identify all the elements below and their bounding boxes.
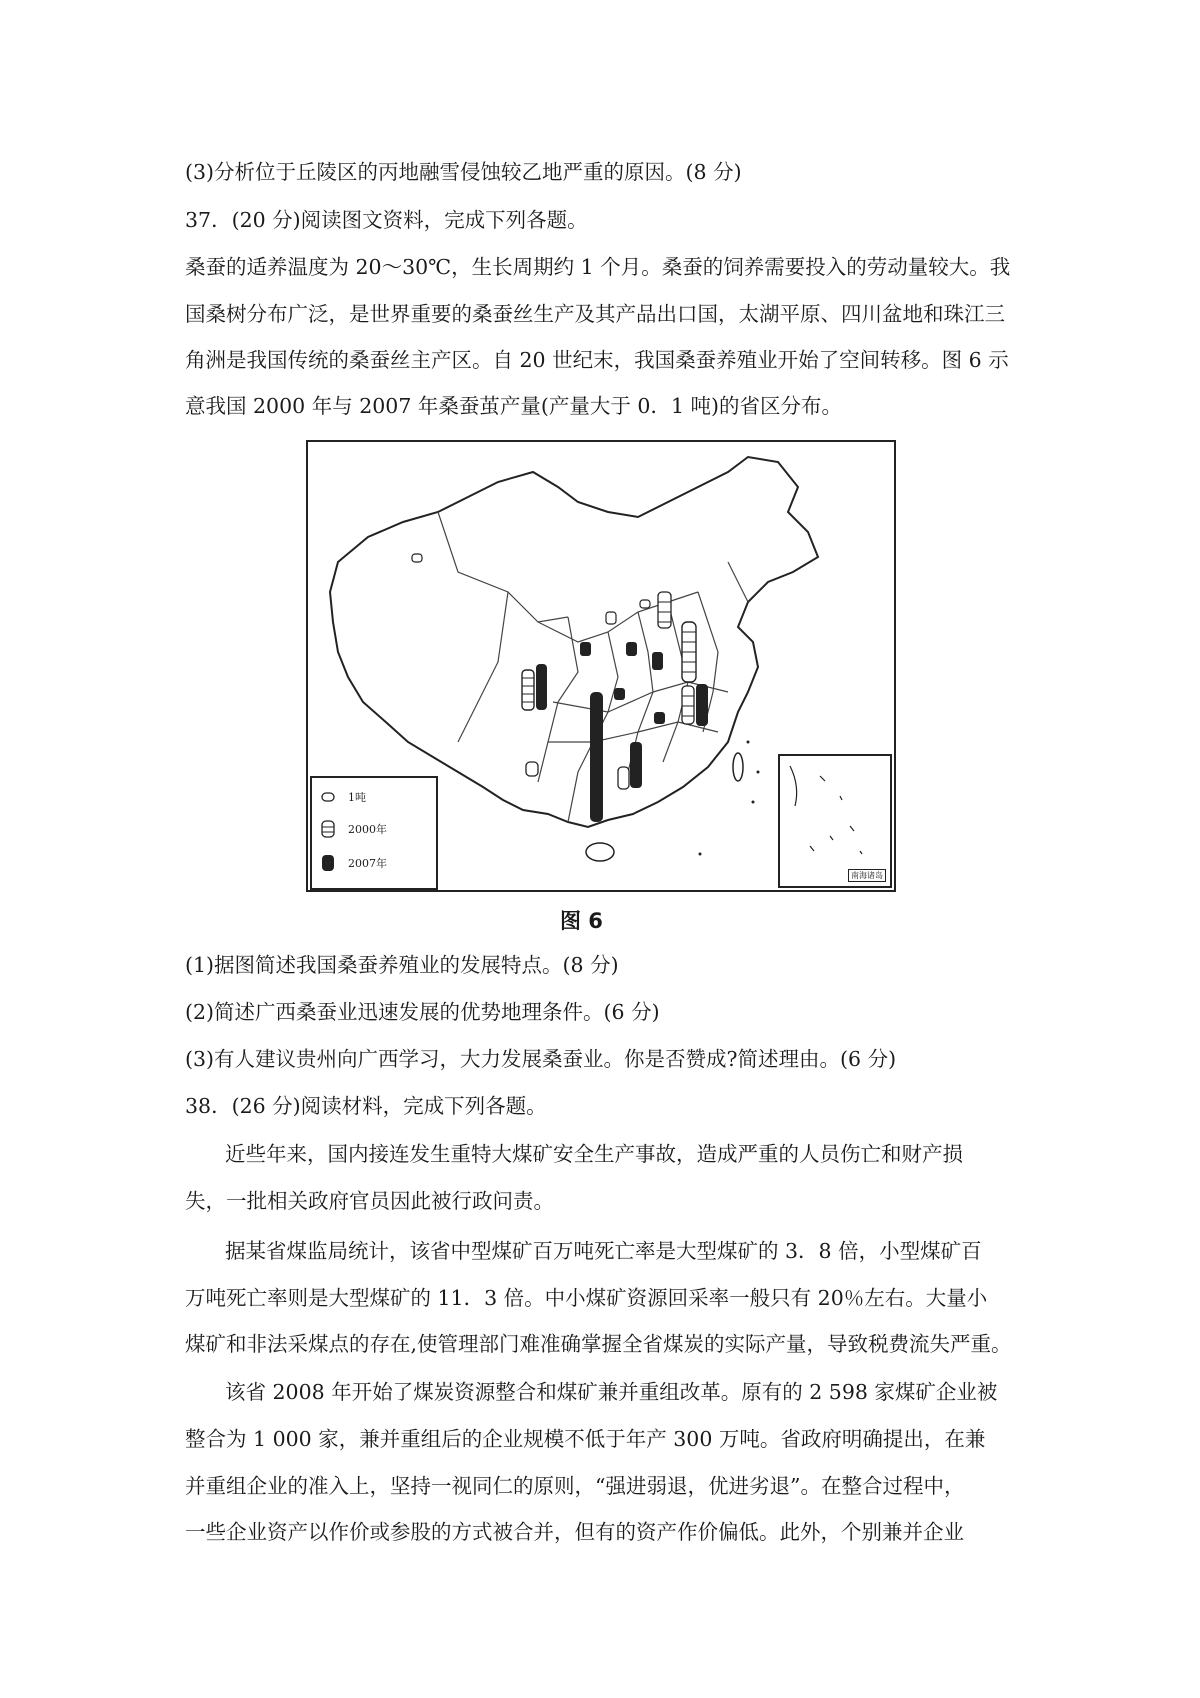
stack-sichuan-2007 [536,664,547,710]
stack-sichuan-2000 [522,670,534,710]
stack-guangdong-2007 [630,742,642,788]
paragraph-2-line: 煤矿和非法采煤点的存在,使管理部门难准确掌握全省煤炭的实际产量，导致税费流失严重。 [185,1332,1012,1356]
stack-guangxi-2007 [590,692,603,822]
stack-hubei-2007 [614,688,625,700]
stack-hebei-2000 [640,600,650,608]
stack-henan-2007 [626,642,637,656]
single-coin-icon [320,790,336,804]
stack-yunnan-2000 [526,762,538,776]
south-china-sea-inset [778,754,892,888]
legend-item-2007: 2007年 [320,852,387,874]
paragraph-3-line: 一些企业资产以作价或参股的方式被合并，但有的资产作价偏低。此外，个别兼并企业 [185,1520,964,1544]
question-37-1: (1)据图简述我国桑蚕养殖业的发展特点。(8 分) [185,953,619,977]
paragraph-3-line: 并重组企业的准入上，坚持一视同仁的原则，“强进弱退，优进劣退”。在整合过程中， [185,1474,965,1498]
paragraph-1-line: 近些年来，国内接连发生重特大煤矿安全生产事故，造成严重的人员伤亡和财产损 [225,1142,963,1166]
question-37-2: (2)简述广西桑蚕业迅速发展的优势地理条件。(6 分) [185,1000,660,1024]
figure-caption: 图 6 [560,909,603,933]
paragraph-2-line: 万吨死亡率则是大型煤矿的 11．3 倍。中小煤矿资源回采率一般只有 20％左右。大量小 [185,1286,988,1310]
text-line: 国桑树分布广泛，是世界重要的桑蚕丝生产及其产品出口国，太湖平原、四川盆地和珠江三 [185,302,1005,326]
legend-item-2000: 2000年 [320,818,387,840]
question-38-heading: 38．(26 分)阅读材料，完成下列各题。 [185,1094,547,1118]
text-line: 意我国 2000 年与 2007 年桑蚕茧产量(产量大于 0．1 吨)的省区分布。 [185,394,843,418]
paragraph-3-line: 该省 2008 年开始了煤炭资源整合和煤矿兼并重组改革。原有的 2 598 家煤矿企业被 [225,1380,998,1404]
stack-shaanxi-2007 [580,642,591,656]
china-silkworm-map [306,440,896,892]
map-legend [310,776,438,890]
paragraph-2-line: 据某省煤监局统计，该省中型煤矿百万吨死亡率是大型煤矿的 3．8 倍，小型煤矿百 [225,1239,982,1263]
coin-stack-filled-icon [320,853,336,873]
paragraph-3-line: 整合为 1 000 家，兼并重组后的企业规模不低于年产 300 万吨。省政府明确提出，在兼 [185,1427,986,1451]
question-36-3: (3)分析位于丘陵区的丙地融雪侵蚀较乙地严重的原因。(8 分) [185,160,742,184]
stack-anhui-2007 [652,652,663,670]
stack-zhejiang-2000 [682,686,694,724]
question-37-heading: 37．(20 分)阅读图文资料，完成下列各题。 [185,208,588,232]
stack-jiangxi-2007 [654,712,665,724]
stack-shanxi-2000 [606,612,616,624]
paragraph-1-line: 失，一批相关政府官员因此被行政问责。 [185,1189,554,1213]
inset-label: 南海诸岛 [848,869,886,882]
stack-jiangsu-2000 [682,622,696,682]
stack-xinjiang-2000 [412,554,422,562]
coin-stack-outline-icon [320,819,336,839]
legend-item-1t: 1吨 [320,786,366,808]
text-line: 桑蚕的适养温度为 20～30℃，生长周期约 1 个月。桑蚕的饲养需要投入的劳动量较大。我 [185,255,1011,279]
stack-guangdong-2000 [618,767,629,789]
stack-shandong-2000 [658,592,671,628]
inset-map [780,756,890,886]
question-37-3: (3)有人建议贵州向广西学习，大力发展桑蚕业。你是否赞成?简述理由。(6 分) [185,1047,897,1071]
text-line: 角洲是我国传统的桑蚕丝主产区。自 20 世纪末，我国桑蚕养殖业开始了空间转移。图 6 示 [185,348,1009,372]
stack-zhejiang-2007 [696,684,708,726]
